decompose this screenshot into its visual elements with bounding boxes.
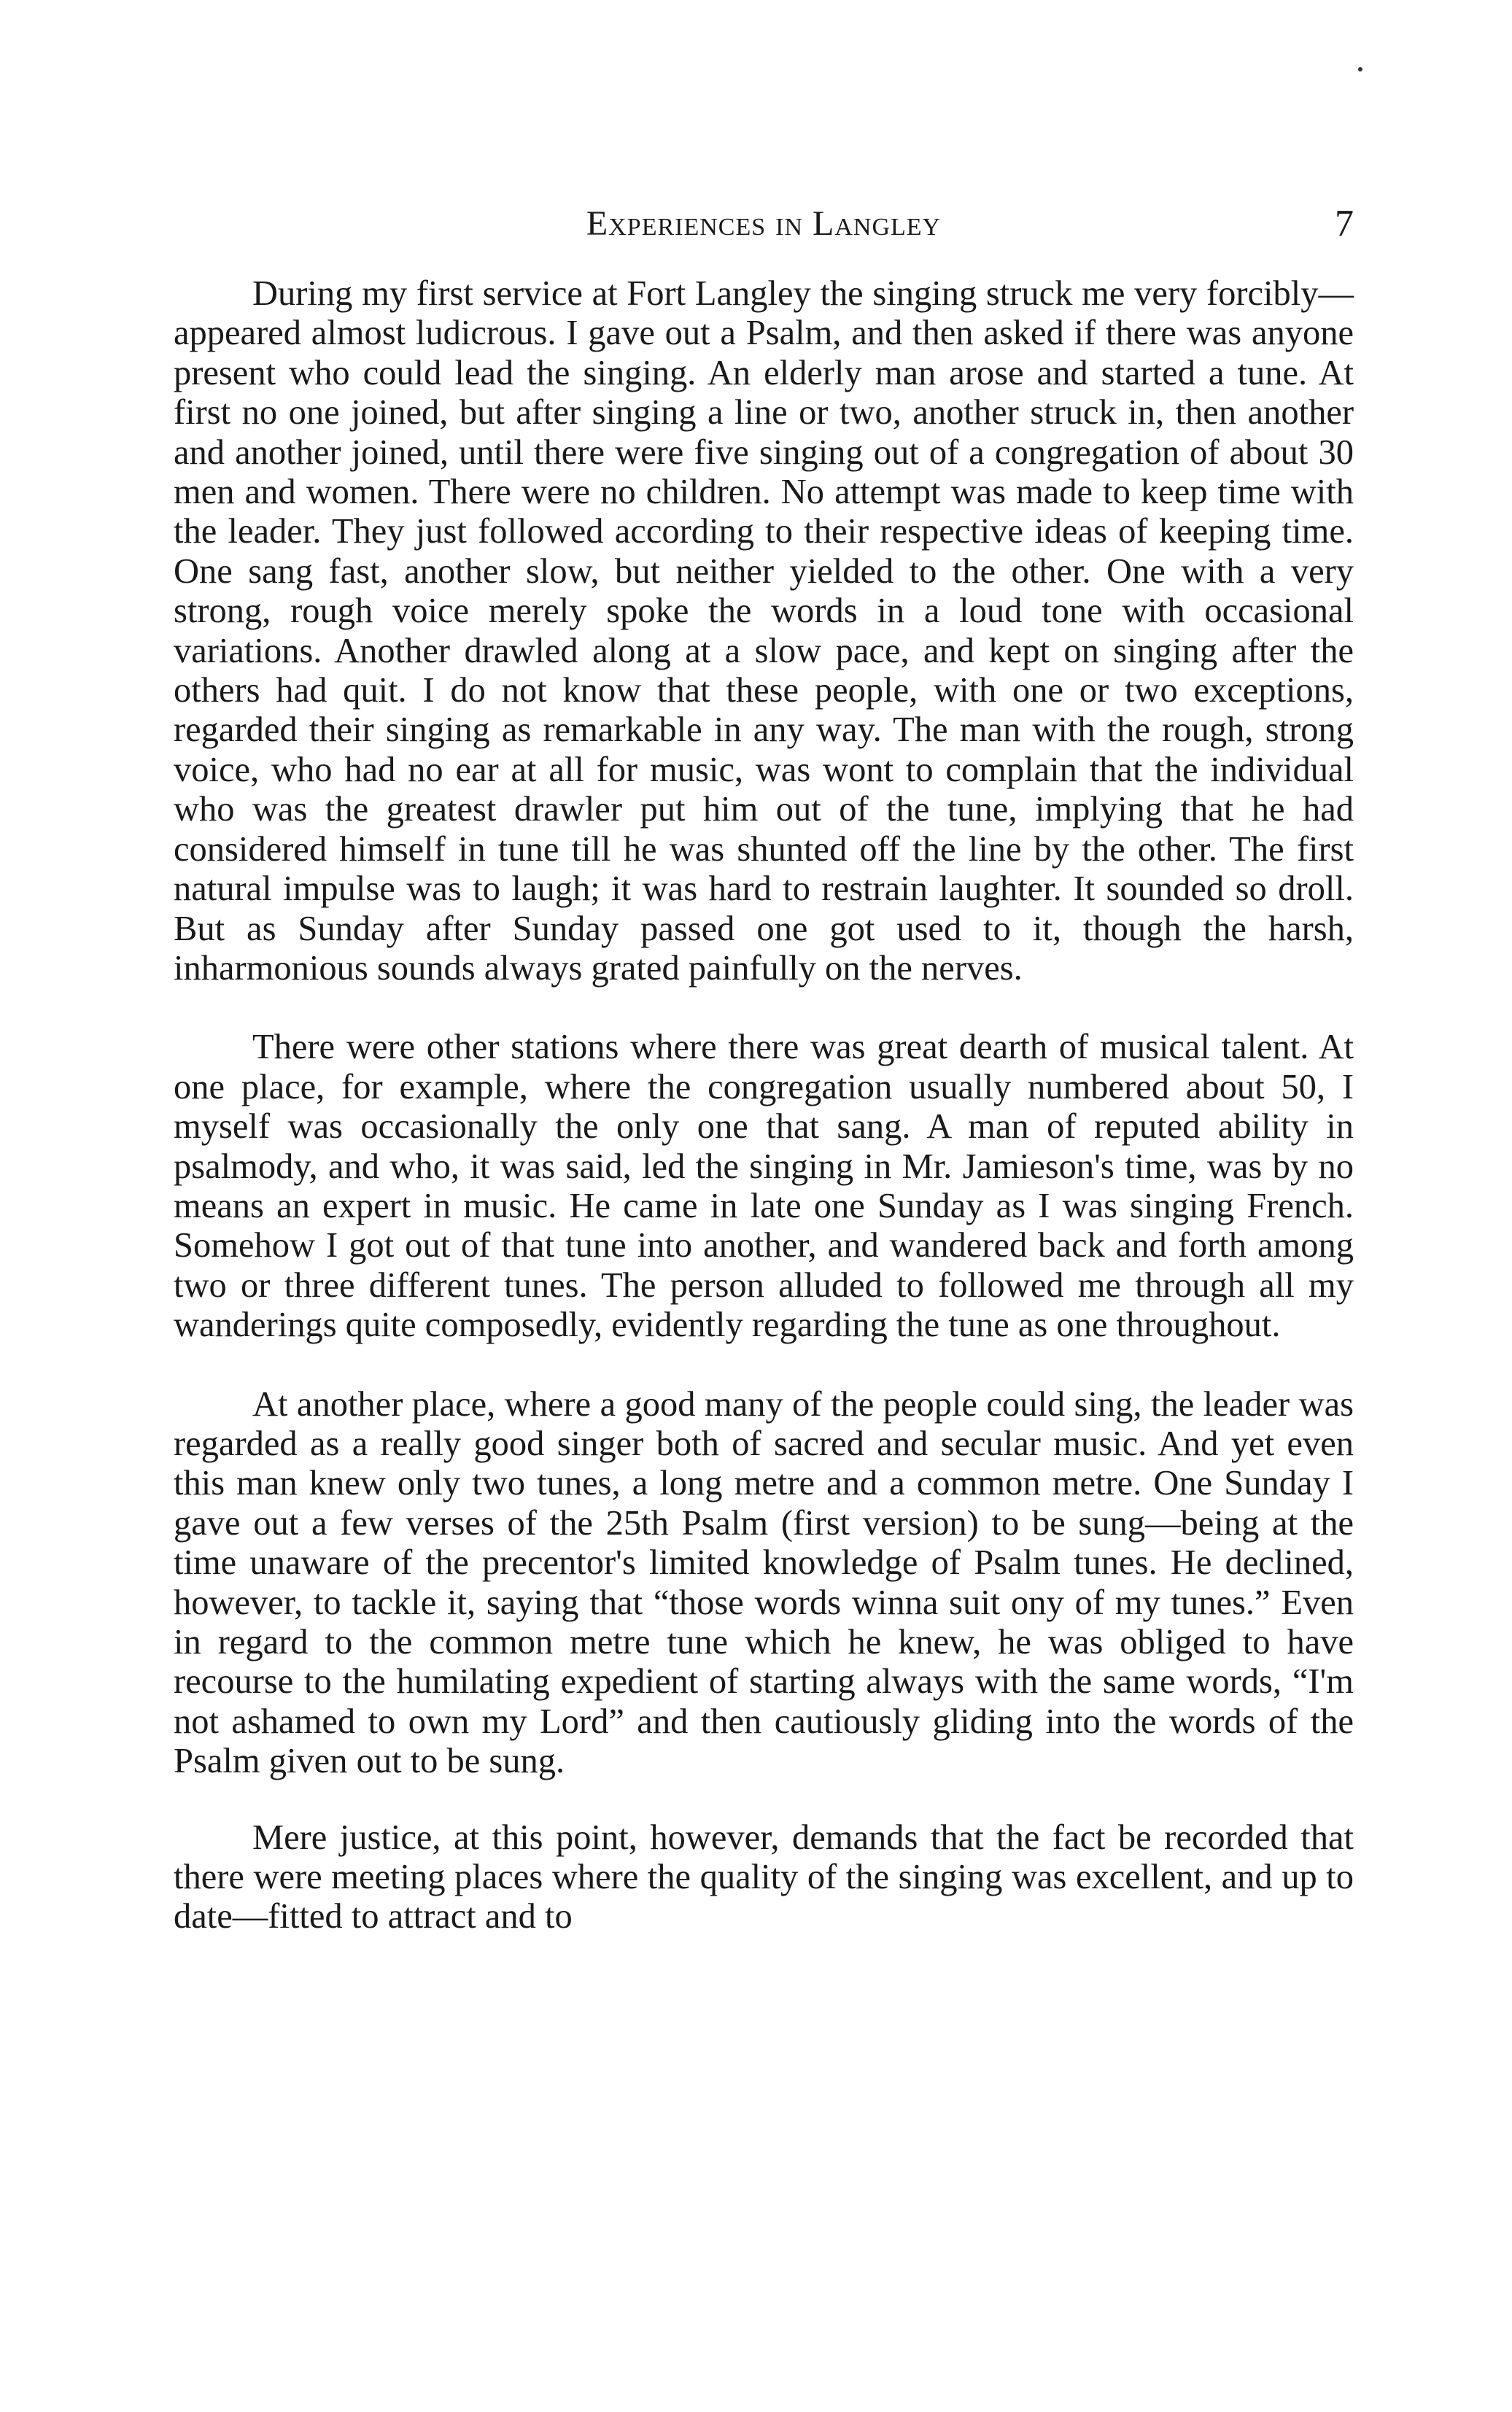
paragraph: Mere justice, at this point, however, demands that the fact be recorded that there were meeting places where the quality of the singing was excellent, and up to date—fitted to attract and to — [174, 1818, 1354, 1936]
running-head: Experiences in Langley — [586, 204, 942, 243]
paragraph: During my first service at Fort Langley the singing struck me very forcibly—appeared almost ludicrous. I gave out a Psalm, and then asked if there was anyone present who could lead the singing. An elderly man arose and started a tune. At first no one joined, but after singing a line or two, another struck in, then another and another joined, until there were five singing out of a congregation of about 30 men and women. There were no children. No attempt was made to keep time with the leader. They just followed according to their respective ideas of keeping time. One sang fast, another slow, but neither yielded to the other. One with a very strong, rough voice merely spoke the words in a loud tone with occasional variations. Another drawled along at a slow pace, and kept on singing after the others had quit. I do not know that these people, with one or two exceptions, regarded their singing as remarkable in any way. The man with the rough, strong voice, who had no ear at all for music, was wont to complain that the individual who was the greatest drawler put him out of the tune, implying that he had considered himself in tune till he was shunted off the line by the other. The first natural impulse was to laugh; it was hard to restrain laughter. It sounded so droll. But as Sunday after Sunday passed one got used to it, though the harsh, inharmonious sounds always grated painfully on the nerves. — [174, 274, 1354, 988]
paragraph: There were other stations where there was great dearth of musical talent. At one place, for example, where the congregation usually numbered about 50, I myself was occasionally the only one that sang. A man of reputed ability in psalmody, and who, it was said, led the singing in Mr. Jamieson's time, was by no means an expert in music. He came in late one Sunday as I was singing French. Somehow I got out of that tune into another, and wandered back and forth among two or three different tunes. The person alluded to followed me through all my wanderings quite composedly, evidently regarding the tune as one throughout. — [174, 1028, 1354, 1345]
print-speck — [1358, 67, 1362, 71]
page-header — [174, 198, 1354, 249]
paragraph: At another place, where a good many of the people could sing, the leader was regarded as a really good singer both of sacred and secular music. And yet even this man knew only two tunes, a long metre and a common metre. One Sunday I gave out a few verses of the 25th Psalm (first version) to be sung—being at the time unaware of the precentor's limited knowledge of Psalm tunes. He declined, however, to tackle it, saying that “those words winna suit ony of my tunes.” Even in regard to the common metre tune which he knew, he was obliged to have recourse to the humilating expedient of starting always with the same words, “I'm not ashamed to own my Lord” and then cautiously gliding into the words of the Psalm given out to be sung. — [174, 1384, 1354, 1781]
page-number: 7 — [1335, 203, 1354, 244]
body-text — [174, 274, 1354, 1937]
